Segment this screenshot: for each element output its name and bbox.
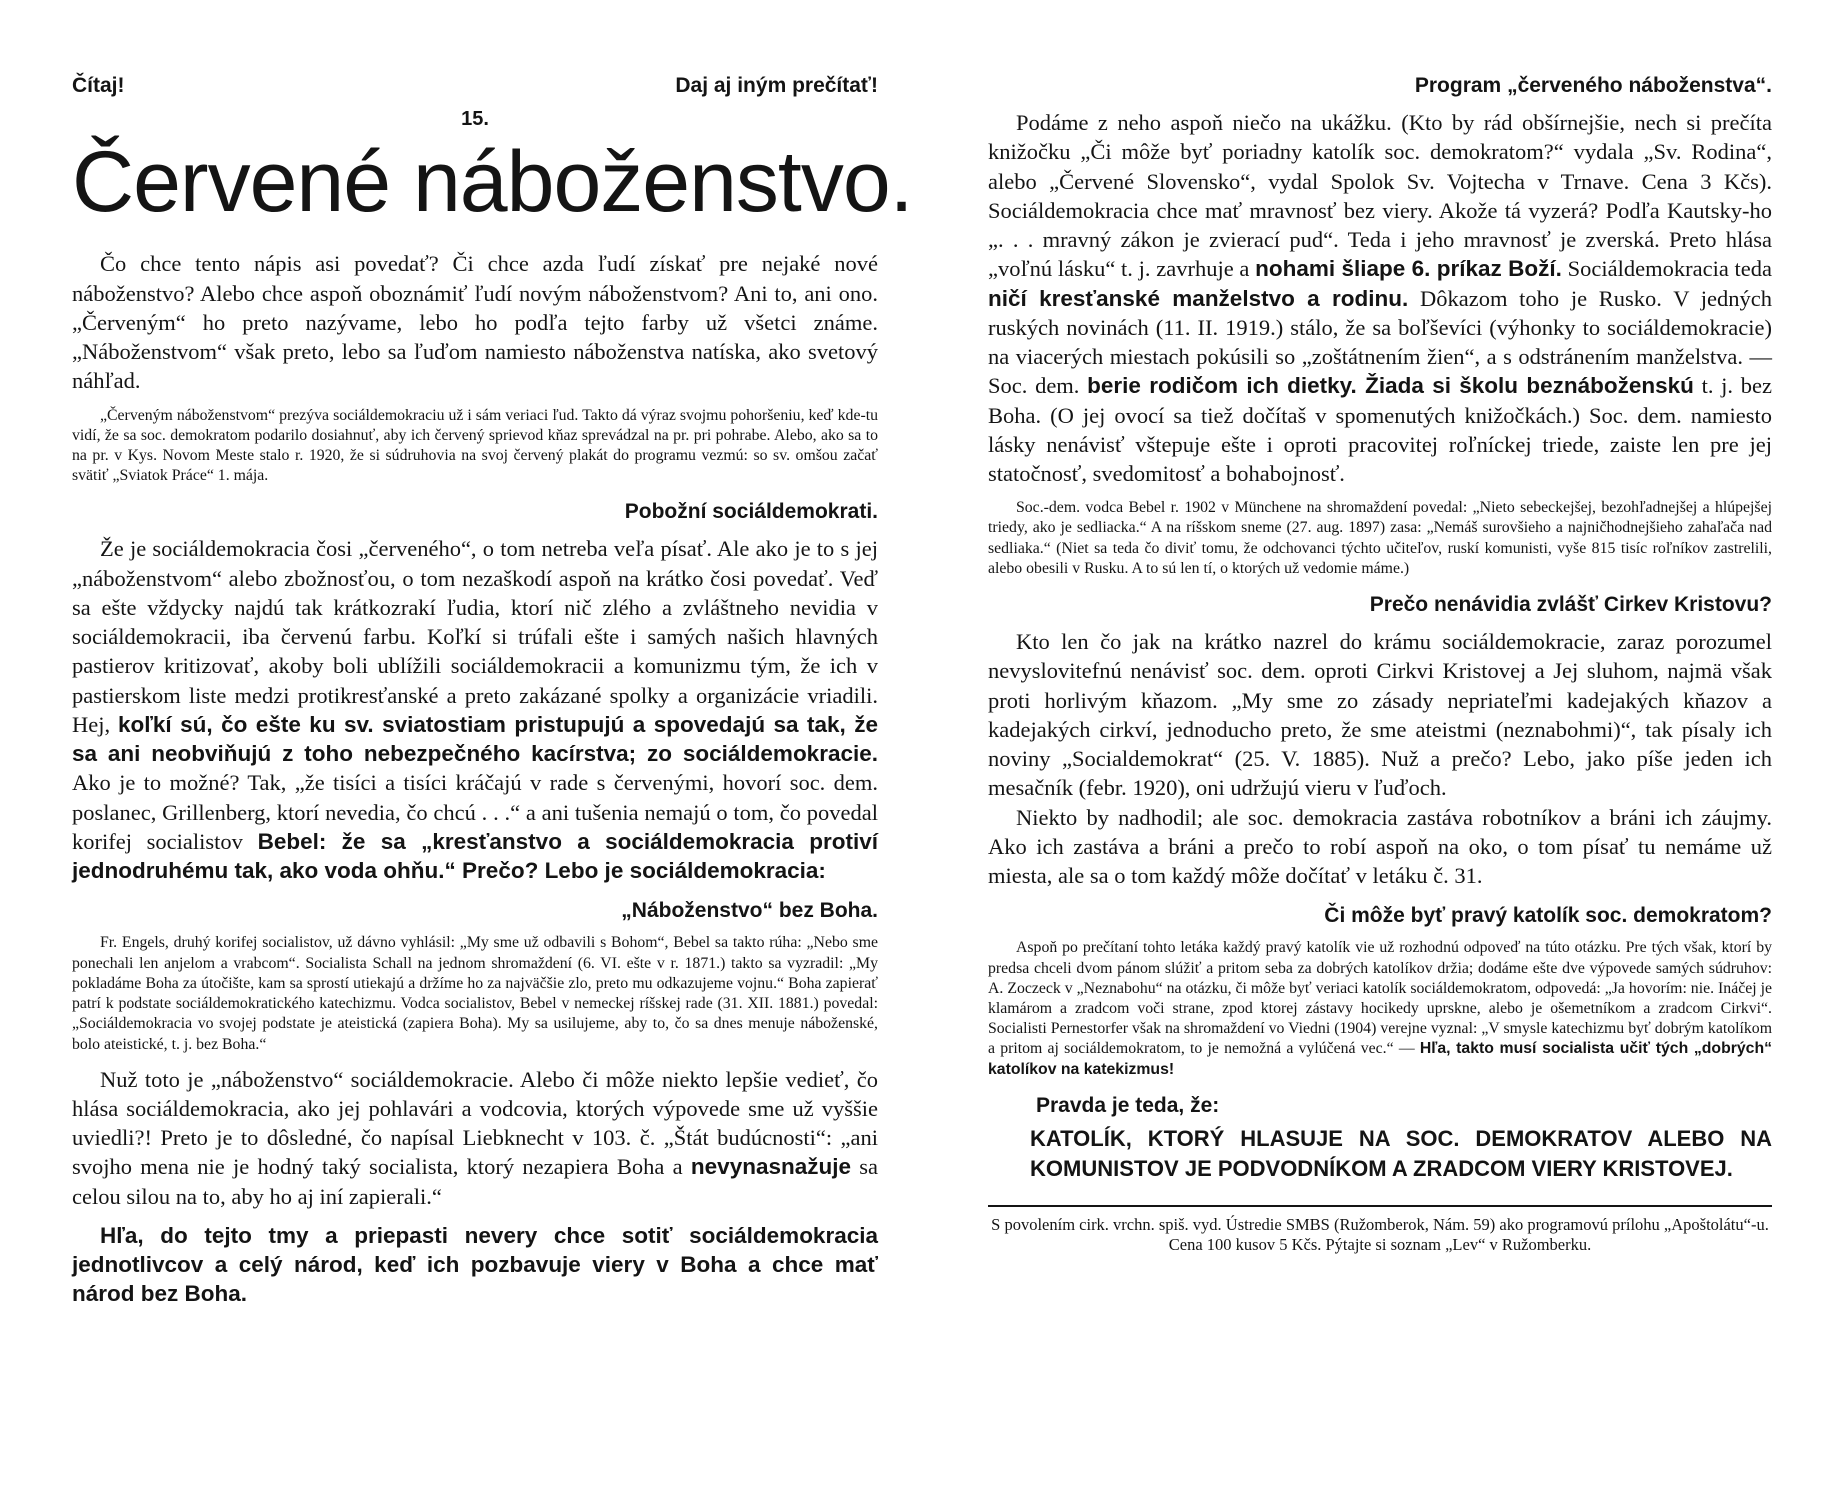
p1-text2: Sociáldemokracia teda	[1567, 256, 1773, 282]
p1-bold2: ničí kresťanské manželstvo a rodinu.	[988, 285, 1409, 311]
page-title: Červené náboženstvo.	[72, 134, 913, 230]
heading-program: Program „červeného náboženstva“.	[1414, 74, 1772, 97]
program-note: Soc.-dem. vodca Bebel r. 1902 v Münchene na shromaždení povedal: „Nieto sebeckejšej, bezohľadnejšej a hlúpejšej triedy, ako je sedliacka.“ A na ríšskom sneme (27. aug. 1897) zasa: „Nemáš surovšieho a najničhodnejšieho zahaľača nad sedliaka.“ (Niet sa teda čo diviť tomu, že odchovanci týchto učiteľov, ruskí komunisti, vyše 815 tisíc roľníkov zastrelili, alebo obesili v Rusku. A to sú len tí, o ktorých už vedomie máme.)	[988, 499, 1772, 577]
section2-paragraph	[72, 1065, 878, 1211]
page-number: 15.	[461, 108, 489, 130]
section2-bold1: nevynasnažuje	[690, 1154, 851, 1180]
intro-paragraph: Čo chce tento nápis asi povedať? Či chce azda ľudí získať pre nejaké nové náboženstvo? Alebo chce aspoň oboznámiť ľudí novým náboženstvom? Ani to, ani ono. „Červeným“ ho preto nazývame, lebo ho podľa tejto farby už všetci známe. „Náboženstvom“ však preto, lebo sa ľuďom namiesto náboženstva natíska, ako svetový náhľad.	[72, 251, 878, 394]
footer-imprint: S povolením cirk. vrchn. spiš. vyd. Ústredie SMBS (Ružomberok, Nám. 59) ako programovú prílohu „Apoštolátu“-u. Cena 100 kusov 5 Kčs. Pýtajte si soznam „Lev“ v Ružomberku.	[991, 1215, 1769, 1255]
robotnici-paragraph: Niekto by nadhodil; ale soc. demokracia zastáva robotníkov a bráni ich záujmy. Ako ich zastáva a bráni a prečo to robí aspoň na oko, o tom písať tu nemáme už miesta, ale sa o tom každý môže dočítať v letáku č. 31.	[988, 804, 1772, 889]
header-left: Čítaj!	[72, 74, 125, 97]
p1-text4: t. j. bez Boha. (O jej ovocí sa tiež dočítaš v spomenutých knižočkách.) Soc. dem. namiesto lásky nenávisť vštepuje ešte i oproti pracovitej roľníckej triede, zaiste len pre jej statočnosť, svedomitosť a bohabojnosť.	[988, 373, 1772, 486]
p4-note-bold: Hľa, takto musí socialista učiť tých „dobrých“ katolíkov na katekizmus!	[988, 1040, 1772, 1078]
header-right: Daj aj iným prečítať!	[675, 74, 878, 97]
section1-bold2: Bebel: že sa „kresťanstvo a sociáldemokracia protiví jednodruhému tak, ako voda ohňu.“ Prečo? Lebo je sociáldemokracia:	[72, 828, 878, 884]
p1-text1: Podáme z neho aspoň niečo na ukážku. (Kto by rád obšírnejšie, nech si prečíta knižočku „Či môže byť poriadny katolík soc. demokratom?“ vydala „Sv. Rodina“, alebo „Červené Slovensko“, vydal Spolok Sv. Vojtecha v Trnave. Cena 3 Kčs). Sociáldemokracia chce mať mravnosť bez viery. Akože tá vyzerá? Podľa Kautsky-ho „. . . mravný zákon je zvierací pud“. Teda i jeho mravnosť je zverská. Preto hlása „voľnú lásku“ t. j. zavrhuje a	[988, 110, 1772, 282]
program-paragraph	[988, 108, 1772, 488]
intro-note: „Červeným náboženstvom“ prezýva sociáldemokraciu už i sám veriaci ľud. Takto dá výraz svojmu pohoršeniu, keď kde-tu vidí, že sa soc. demokratom podarilo dosiahnuť, aby ich červený sprievod kňaz sprevádzal na pr. pri pohrabe. Alebo, ako sa to na pr. v Kys. Novom Meste stalo r. 1920, že si súdruhovia na svoj červený plakát do programu vezmú: so sv. omšou začať svätiť „Sviatok Práce“ 1. mája.	[72, 406, 878, 485]
section1-text1: Že je sociáldemokracia čosi „červeného“, o tom netreba veľa písať. Ale ako je to s jej „náboženstvom“ alebo zbožnosťou, o tom nezaškodí aspoň na krátko čosi povedať. Veď sa ešte vždycky najdú tak krátkozrakí ľudia, ktorí nič zlého a zvláštneho nevidia v sociáldemokracii, iba červenú farbu. Koľkí si trúfali ešte i samých našich hlavných pastierov kritizovať, akoby boli ublížili sociáldemokracii a komunizmu tým, že ich v pastierskom liste medzi protikresťanské a preto zakázané spolky a organizácie vriadili. Hej,	[72, 536, 878, 737]
section1-text2: Ako je to možné? Tak, „že tisíci a tisíci kráčajú v rade s červenými, hovorí soc. dem. poslanec, Grillenberg, ktorí nevedia, čo chcú . . .“ a ani tušenia nemajú o tom, čo povedal korifej socialistov	[72, 770, 878, 854]
section2-text1: Nuž toto je „náboženstvo“ sociáldemokracie. Alebo či môže niekto lepšie vedieť, čo hlása sociáldemokracia, ako jej pohlavári a vodcovia, ktorých výpovede sme už vyššie uviedli?! Preto je to dôsledné, čo napísal Liebknecht v 103. č. „Štát budúcnosti“: „ani svojho mena nie je hodný taký socialista, ktorý nezapiera Boha a	[72, 1066, 878, 1180]
p1-bold1: nohami šliape 6. príkaz Boží.	[1255, 256, 1562, 282]
p4-note-text: Aspoň po prečítaní tohto letáka každý pravý katolík vie už rozhodnú odpoveď na túto otázku. Pre tých však, ktorí by predsa chceli dvom pánom slúžiť a pritom seba za dobrých katolíkov držia; dodáme ešte dve výpovede samých súdruhov: A. Zoczeck v „Neznabohu“ na otázku, či môže byť veriaci katolík sociáldemokratom, odpovedá: „Ja hovorím: nie. Ináčej je klamárom a zradcom voči strane, zpod ktorej zástavy hocikedy uprskne, alebo je ošemetníkom a zradcom Cirkvi“. Socialisti Pernestorfer však na shromaždení vo Viedni (1904) verejne vyznal: „V smysle katechizmu byť dobrým katolíkom a pritom aj sociáldemokratom, to je nemožná a vylúčená vec.“ —	[988, 939, 1772, 1058]
section1-bold1: koľkí sú, čo ešte ku sv. sviatostiam pristupujú a spovedajú sa tak, že sa ani neobviňujú z toho nebezpečného kacírstva; zo sociáldemokracie.	[72, 711, 879, 767]
heading-preco: Prečo nenávidia zvlášť Cirkev Kristovu?	[1369, 593, 1772, 617]
footer-divider	[988, 1205, 1772, 1207]
p1-text3: Dôkazom toho je Rusko. V jedných ruských novinách (11. II. 1919.) stálo, že sa boľševíci (výhonky to sociáldemokracie) na viacerých miestach pokúsili so „zoštátnením žien“, a s odstránením manželstva. — Soc. dem.	[988, 285, 1773, 399]
pravda-heading: Pravda je teda, že:	[1036, 1093, 1220, 1117]
preco-paragraph: Kto len čo jak na krátko nazrel do krámu sociáldemokracie, zaraz porozumel nevyslovitefnú nenávisť soc. dem. oproti Cirkvi Kristovej a Jej sluhom, najmä však proti horlivým kňazom. „My sme zo zásady nepriateľmi kadejakých kňazov a kadejakých cirkví, jednoducho preto, že sme ateistmi (neznabohmi)“, tak písaly ich noviny „Socialdemokrat“ (25. V. 1885). Nuž a prečo? Lebo, jako píše jeden ich mesačník (febr. 1920), oni udržujú vieru v ľuďoch.	[988, 629, 1772, 801]
section2-note: Fr. Engels, druhý korifej socialistov, už dávno vyhlásil: „My sme už odbavili s Bohom“, Bebel sa takto rúha: „Nebo sme ponechali len anjelom a vrabcom“. Socialista Schall na jednom shromaždení (6. VI. ešte v r. 1871.) takto sa vyzradil: „My pokladáme Boha za útočište, kam sa sprostí utiekajú a držíme ho za najväčšie zlo, preto mu odkazujeme vojnu.“ Boha zapierať patrí k podstate sociáldemokratického katechizmu. Vodca socialistov, Bebel v nemeckej ríšskej rade (31. XII. 1881.) povedal: „Sociáldemokracia vo svojej podstate je ateistická (zapiera Boha). My sa usilujeme, aby to, čo sa dnes menuje náboženské, bolo ateistické, t. j. bez Boha.“	[72, 934, 878, 1053]
right-page	[916, 0, 1832, 1500]
section-heading-nabozenstvo: „Náboženstvo“ bez Boha.	[621, 899, 878, 923]
section2-text2: sa celou silou na to, aby ho aj iní zapierali.“	[72, 1154, 879, 1209]
heading-katolik: Či môže byť pravý katolík soc. demokratom?	[1324, 904, 1772, 928]
closing-bold-paragraph: Hľa, do tejto tmy a priepasti nevery chce sotiť sociáldemokracia jednotlivcov a celý národ, keď ich pozbavuje viery v Boha a chce mať národ bez Boha.	[72, 1222, 878, 1307]
top-header	[72, 74, 878, 98]
section-heading-pobozni: Pobožní sociáldemokrati.	[624, 500, 878, 524]
conclusion-caps: KATOLÍK, KTORÝ HLASUJE NA SOC. DEMOKRATOV ALEBO NA KOMUNISTOV JE PODVODNÍKOM A ZRADCOM VIERY KRISTOVEJ.	[1030, 1125, 1772, 1181]
section1-paragraph	[72, 534, 878, 885]
p1-bold3: berie rodičom ich dietky. Žiada si školu beznáboženskú	[1087, 373, 1694, 399]
katolik-note	[988, 938, 1772, 1080]
